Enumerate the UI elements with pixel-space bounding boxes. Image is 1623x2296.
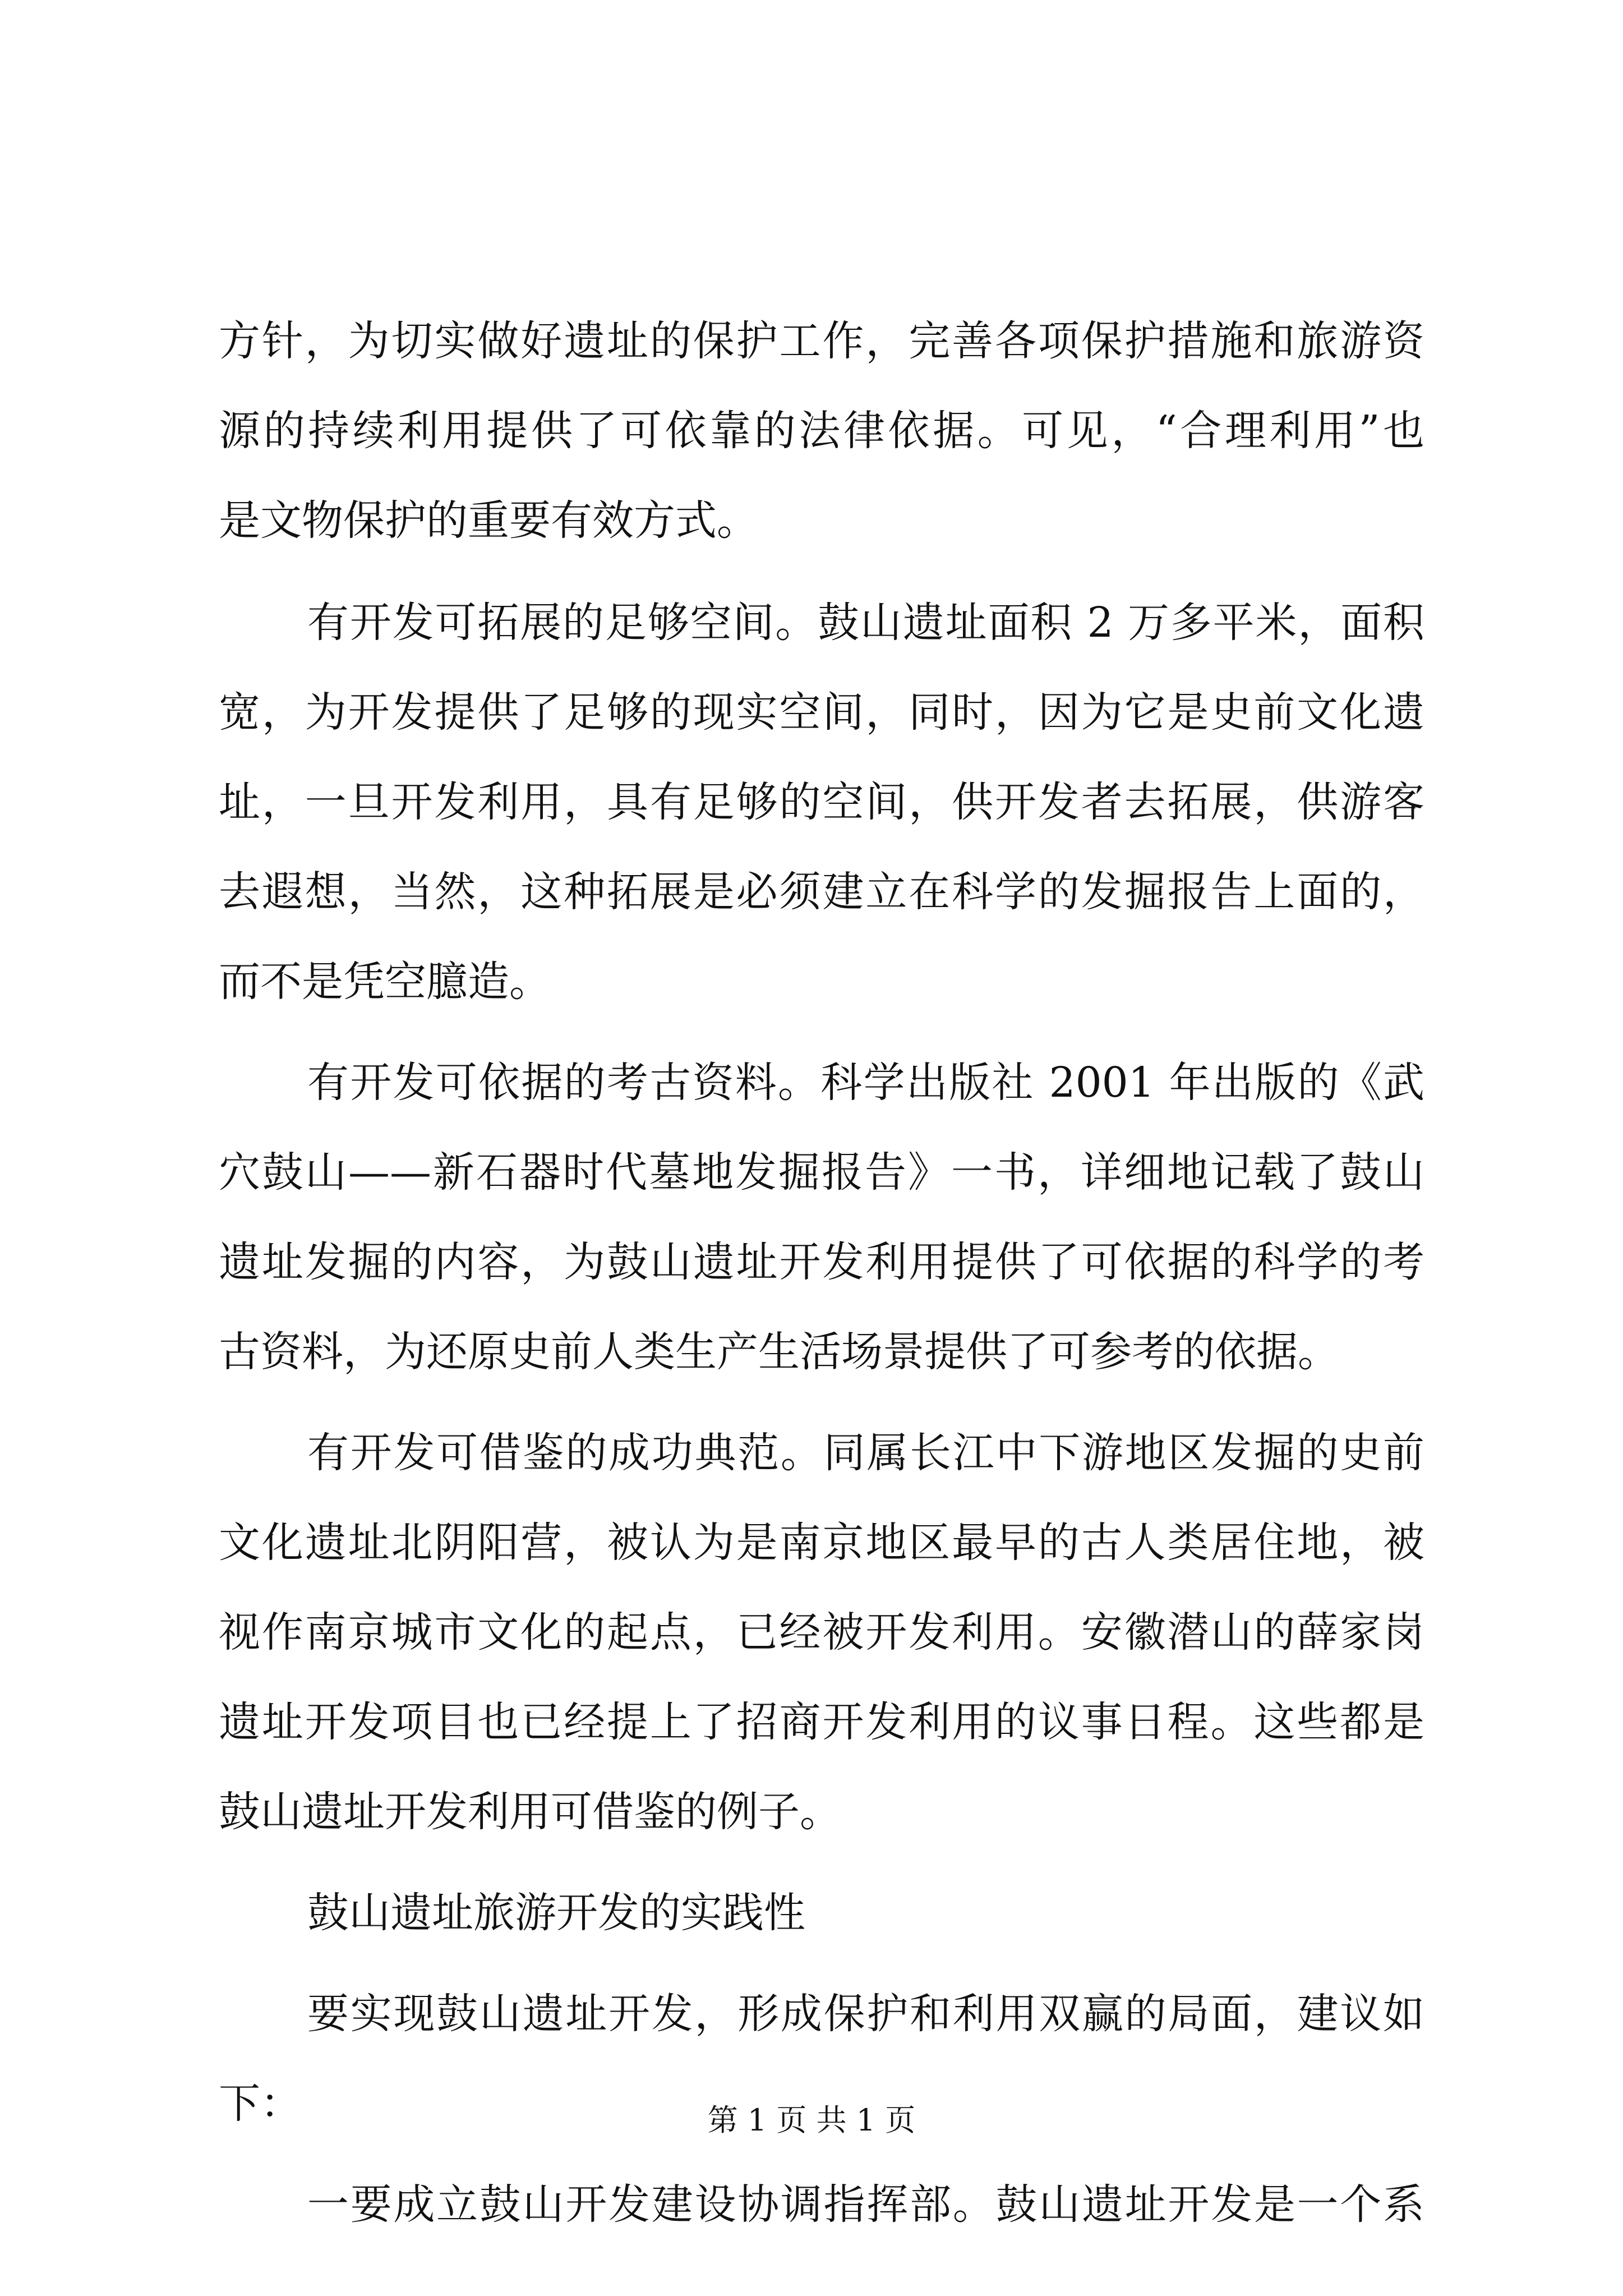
text-line: 址，一旦开发利用，具有足够的空间，供开发者去拓展，供游客 — [219, 778, 1424, 826]
section-heading: 鼓山遗址旅游开发的实践性 — [307, 1889, 805, 1937]
page-number: 第 1 页 共 1 页 — [707, 2102, 916, 2138]
text-line: 一要成立鼓山开发建设协调指挥部。鼓山遗址开发是一个系 — [307, 2180, 1424, 2229]
text-line: 源的持续利用提供了可依靠的法律依据。可见，“合理利用”也 — [219, 407, 1424, 455]
text-line: 遗址发掘的内容，为鼓山遗址开发利用提供了可依据的科学的考 — [219, 1238, 1424, 1286]
text-line: 要实现鼓山遗址开发，形成保护和利用双赢的局面，建议如 — [307, 1990, 1424, 2038]
text-line: 文化遗址北阴阳营，被认为是南京地区最早的古人类居住地，被 — [219, 1519, 1424, 1567]
text-line: 下： — [219, 2079, 302, 2128]
text-line: 遗址开发项目也已经提上了招商开发利用的议事日程。这些都是 — [219, 1698, 1424, 1746]
text-line: 古资料，为还原史前人类生产生活场景提供了可参考的依据。 — [219, 1328, 1339, 1376]
text-line: 有开发可拓展的足够空间。鼓山遗址面积 2 万多平米，面积 — [307, 599, 1424, 647]
text-line: 宽，为开发提供了足够的现实空间，同时，因为它是史前文化遗 — [219, 688, 1424, 737]
text-line: 鼓山遗址开发利用可借鉴的例子。 — [219, 1788, 841, 1836]
text-line: 有开发可依据的考古资料。科学出版社 2001 年出版的《武 — [307, 1059, 1424, 1107]
text-line: 视作南京城市文化的起点，已经被开发利用。安徽潜山的薛家岗 — [219, 1608, 1424, 1657]
text-line: 方针，为切实做好遗址的保护工作，完善各项保护措施和旅游资 — [219, 317, 1424, 365]
text-line: 去遐想，当然，这种拓展是必须建立在科学的发掘报告上面的， — [219, 868, 1424, 916]
text-line: 有开发可借鉴的成功典范。同属长江中下游地区发掘的史前 — [307, 1429, 1424, 1477]
text-line: 而不是凭空臆造。 — [219, 958, 551, 1006]
text-line: 穴鼓山——新石器时代墓地发掘报告》一书，详细地记载了鼓山 — [219, 1148, 1424, 1197]
text-line: 是文物保护的重要有效方式。 — [219, 496, 758, 545]
